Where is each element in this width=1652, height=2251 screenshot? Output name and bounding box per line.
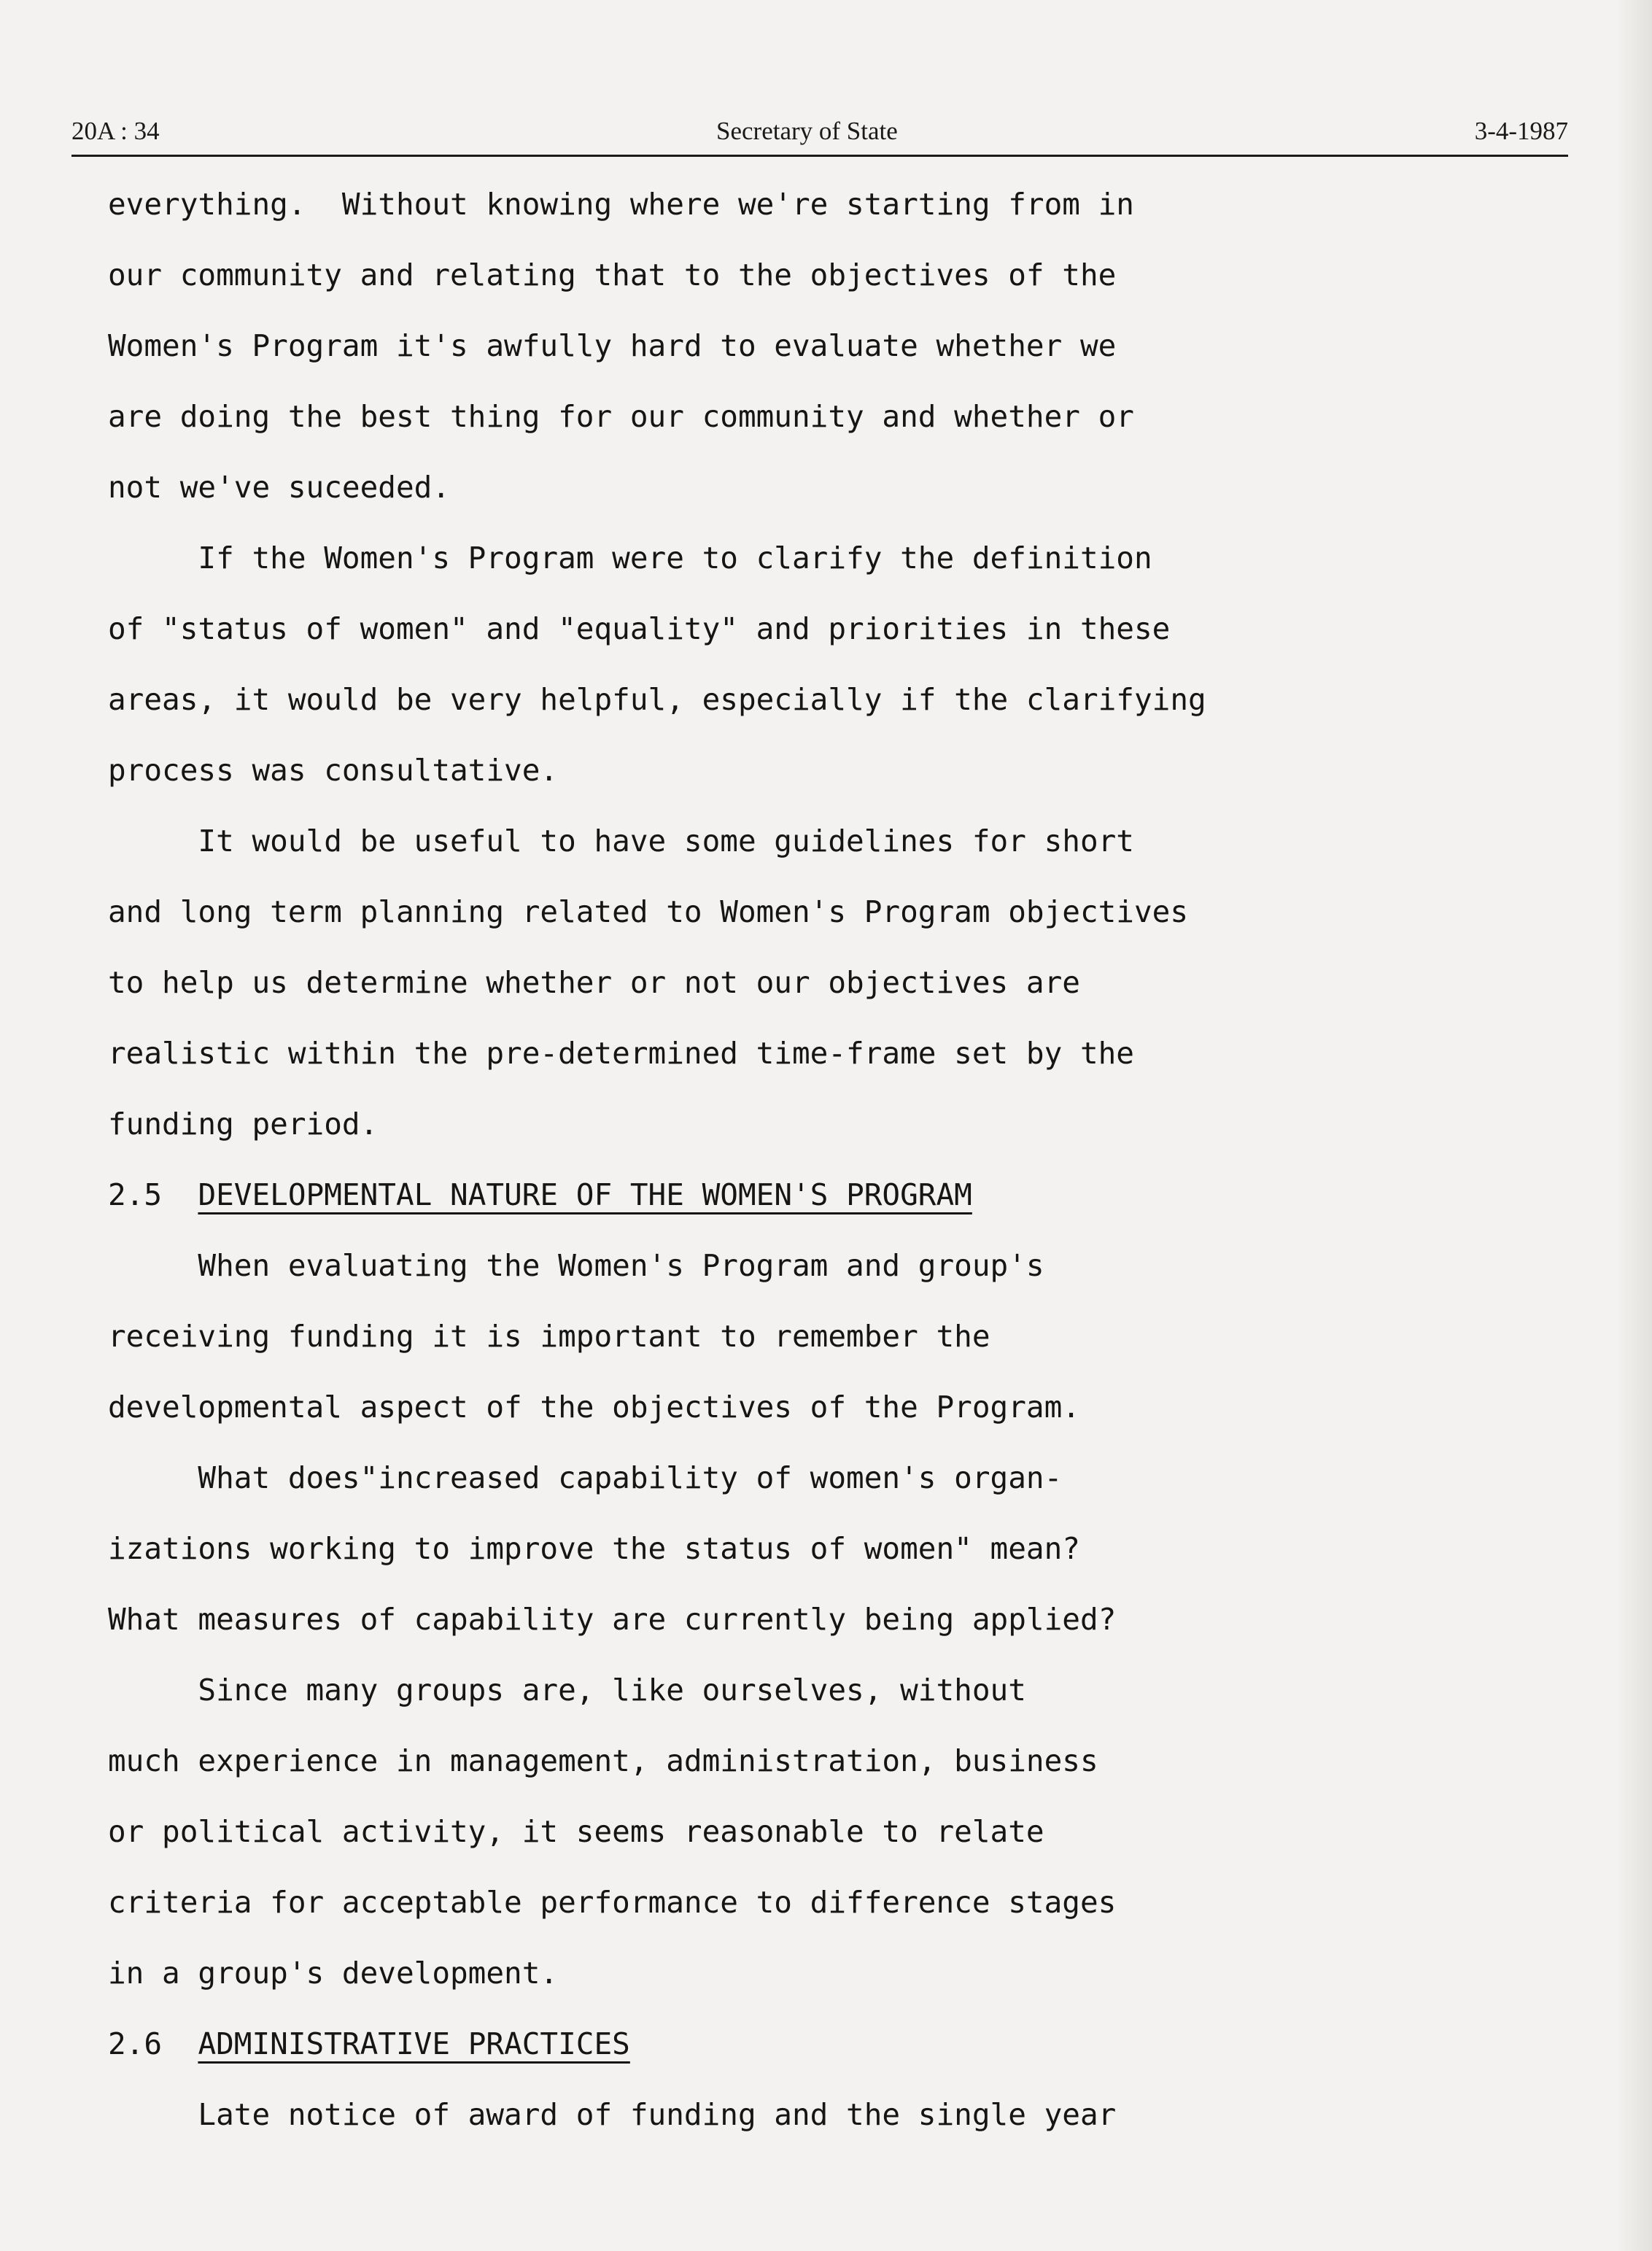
header-rule (71, 155, 1568, 157)
text-line: developmental aspect of the objectives of the Program. (108, 1390, 1080, 1425)
section-title: ADMINISTRATIVE PRACTICES (198, 2026, 630, 2061)
text-line: It would be useful to have some guidelines for short (108, 824, 1134, 859)
section-number: 2.5 (108, 1177, 163, 1212)
text-line: and long term planning related to Women's Program objectives (108, 894, 1189, 929)
text-line: realistic within the pre-determined time-frame set by the (108, 1036, 1134, 1071)
text-line: funding period. (108, 1107, 379, 1142)
text-line: our community and relating that to the objectives of the (108, 257, 1117, 292)
section-heading-2-5 (108, 1173, 972, 1217)
text-line: in a group's development. (108, 1956, 559, 1991)
section-heading-2-6 (108, 2022, 630, 2066)
section-title: DEVELOPMENTAL NATURE OF THE WOMEN'S PROGRAM (198, 1177, 972, 1212)
text-line: Late notice of award of funding and the single year (108, 2097, 1117, 2132)
text-line: of "status of women" and "equality" and priorities in these (108, 611, 1171, 646)
text-line: criteria for acceptable performance to difference stages (108, 1885, 1117, 1920)
text-line: much experience in management, administration, business (108, 1743, 1098, 1778)
text-line: If the Women's Program were to clarify the definition (108, 541, 1152, 576)
text-line: areas, it would be very helpful, especially if the clarifying (108, 682, 1206, 717)
header-title: Secretary of State (716, 117, 898, 145)
text-line: What measures of capability are currently being applied? (108, 1602, 1117, 1637)
header-page-number: 20A : 34 (71, 117, 160, 145)
section-number: 2.6 (108, 2026, 163, 2061)
text-line: or political activity, it seems reasonable to relate (108, 1814, 1044, 1849)
text-line: receiving funding it is important to remember the (108, 1319, 990, 1354)
page-edge-shadow (1616, 0, 1652, 2251)
text-line: When evaluating the Women's Program and group's (108, 1248, 1044, 1283)
text-line: What does"increased capability of women's organ- (108, 1460, 1063, 1495)
text-line: process was consultative. (108, 753, 559, 788)
text-line: not we've suceeded. (108, 470, 450, 505)
text-line: to help us determine whether or not our objectives are (108, 965, 1080, 1000)
text-line: Women's Program it's awfully hard to evaluate whether we (108, 328, 1117, 363)
header-date: 3-4-1987 (1474, 117, 1568, 145)
text-line: everything. Without knowing where we're starting from in (108, 187, 1134, 222)
text-line: Since many groups are, like ourselves, without (108, 1673, 1026, 1708)
text-line: are doing the best thing for our community and whether or (108, 399, 1134, 434)
text-line: izations working to improve the status of women" mean? (108, 1531, 1080, 1566)
running-header (71, 117, 1568, 158)
